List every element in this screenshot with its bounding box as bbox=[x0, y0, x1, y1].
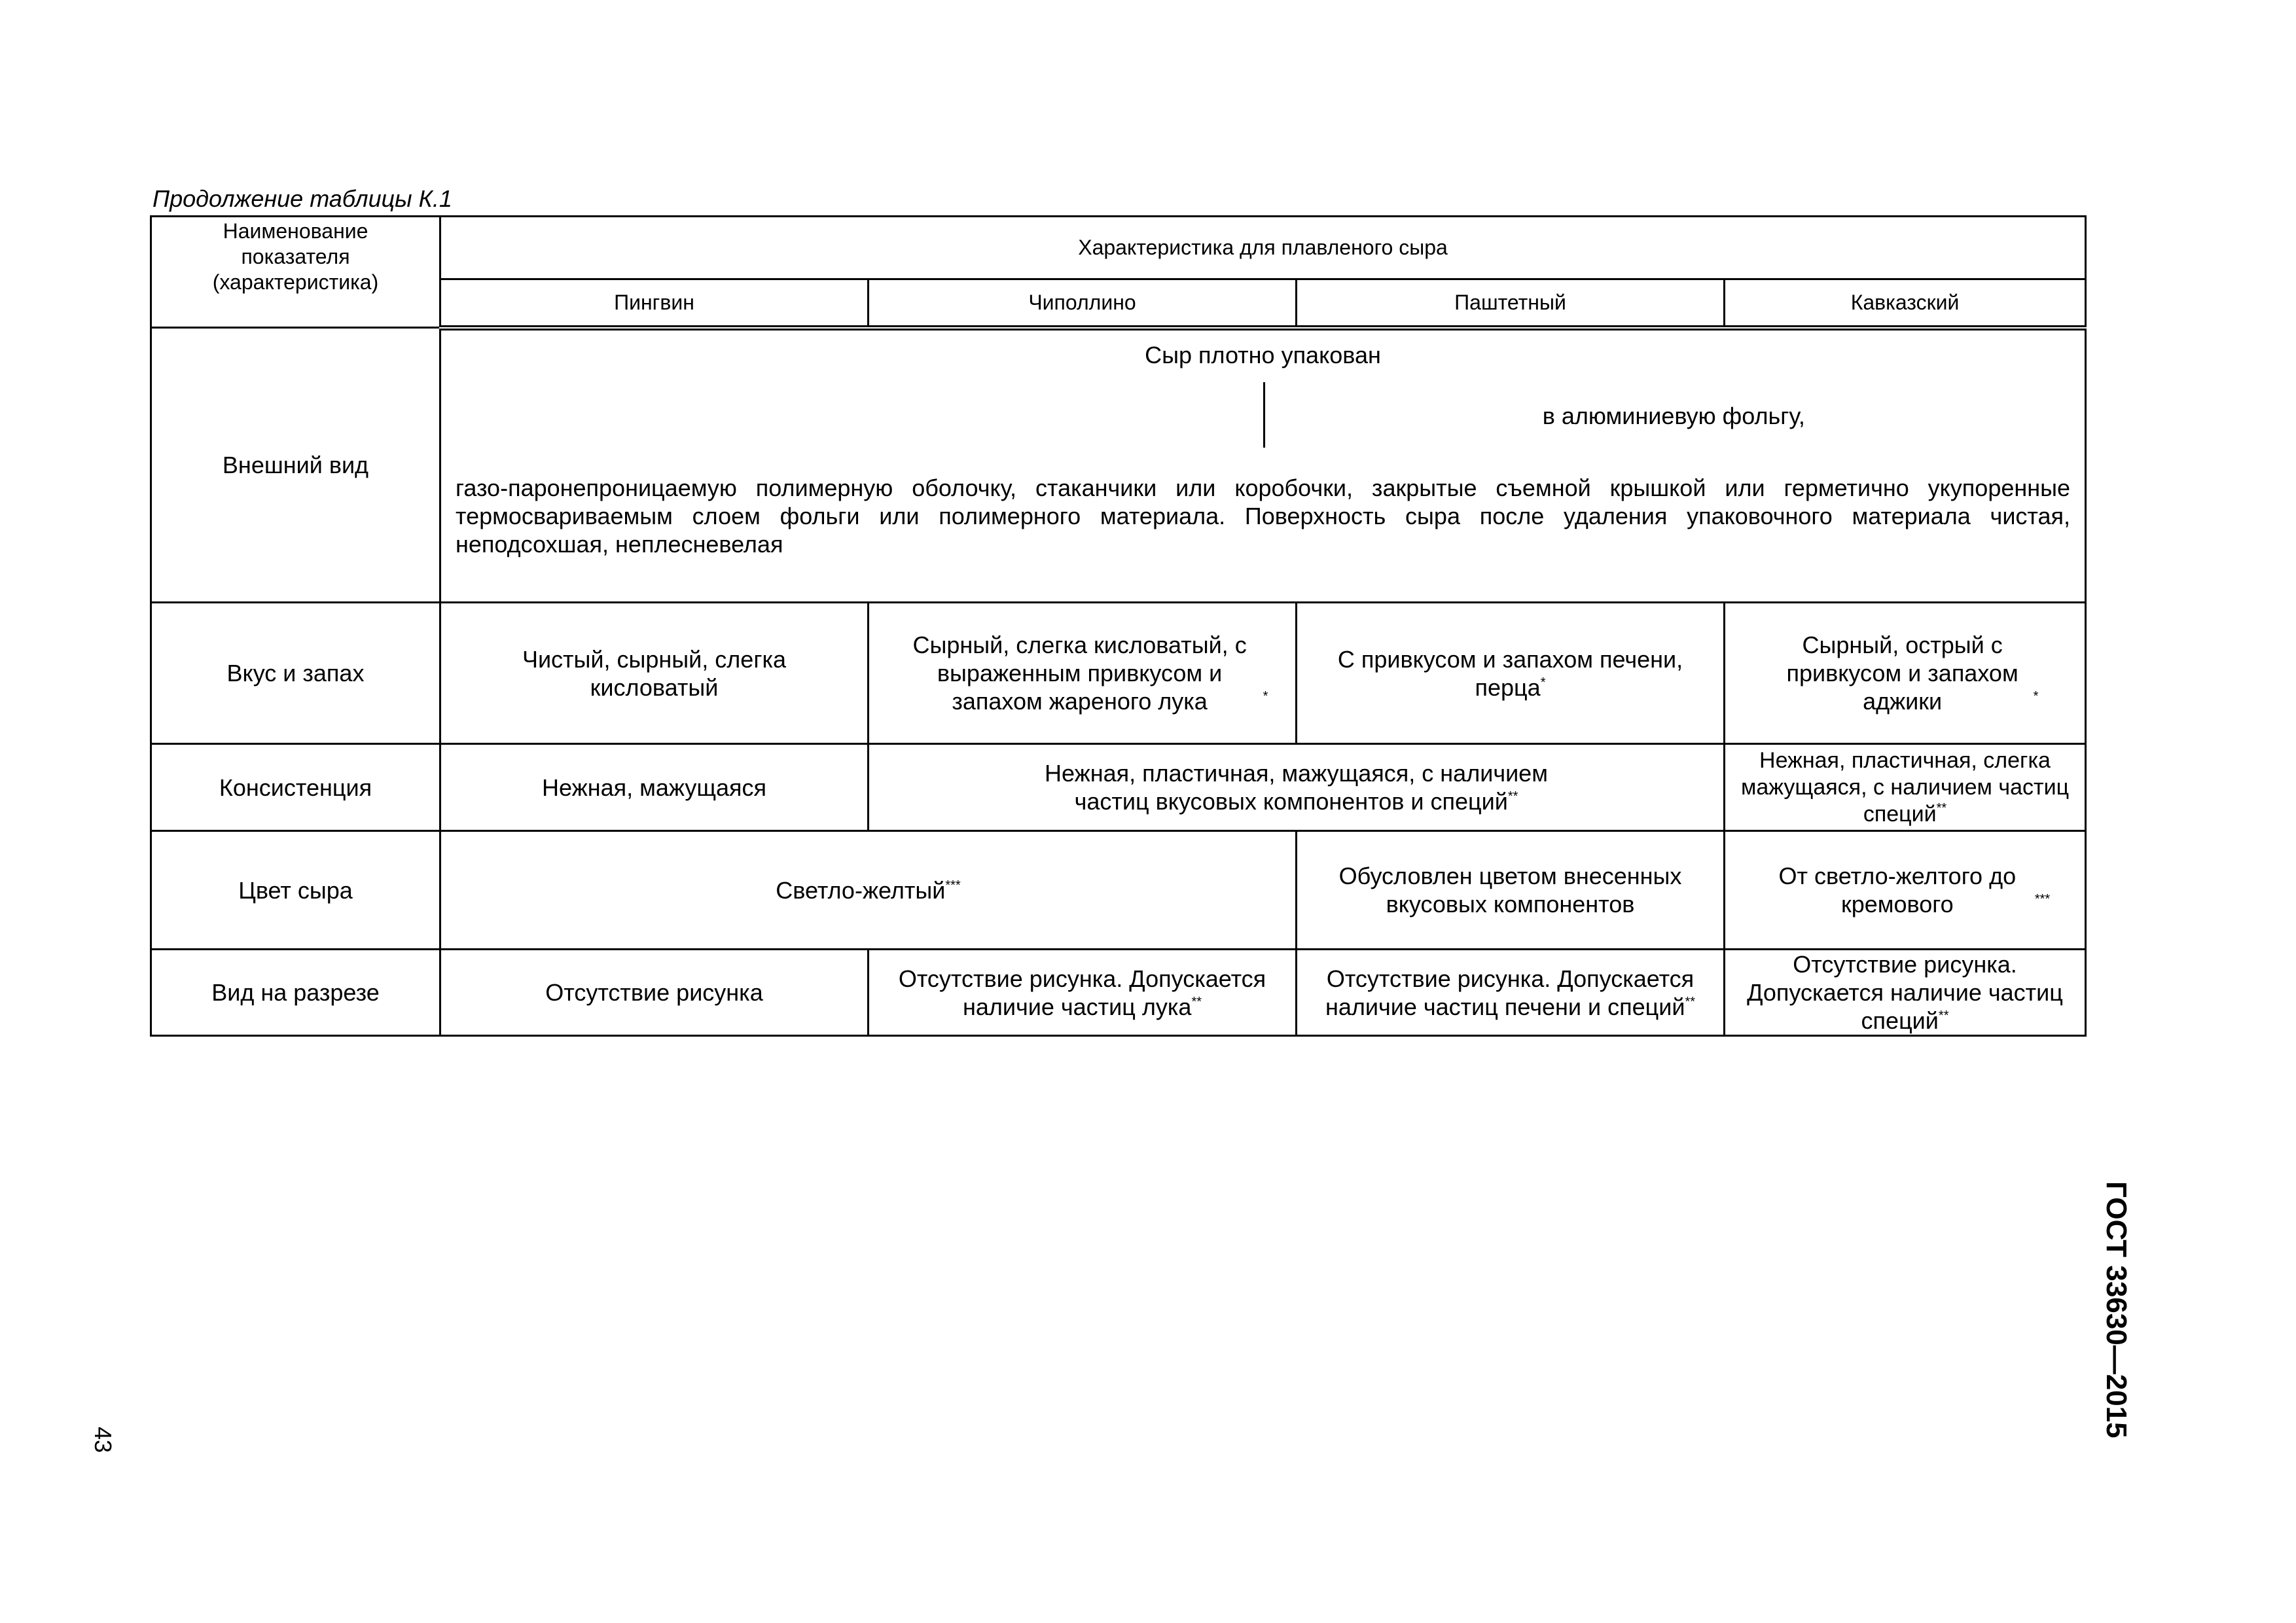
cut-kavkazsky-text: Отсутствие рисунка. Допускается наличие частиц специй bbox=[1747, 951, 2063, 1034]
taste-pashtetny bbox=[1297, 603, 1725, 744]
row-label-cut: Вид на разрезе bbox=[151, 950, 440, 1036]
color-kavkazsky-text: От светло-желтого до кремового bbox=[1778, 863, 2017, 918]
taste-pingvin-text: Чистый, сырный, слегка кисловатый bbox=[522, 645, 787, 701]
row-label-taste: Вкус и запах bbox=[151, 603, 440, 744]
row-label-consistency: Консистенция bbox=[151, 744, 440, 831]
row-label-color: Цвет сыра bbox=[151, 831, 440, 950]
taste-chipollino-mark: * bbox=[1263, 689, 1268, 704]
taste-pingvin bbox=[440, 603, 869, 744]
consistency-line2: частиц вкусовых компонентов и специй bbox=[1074, 788, 1508, 815]
appearance-top: Сыр плотно упакован bbox=[1145, 341, 1381, 368]
header-col-kavkazsky: Кавказский bbox=[1725, 279, 2086, 328]
page-number: 43 bbox=[90, 1427, 117, 1454]
taste-chipollino-text: Сырный, слегка кисловатый, с выраженным привкусом и запахом жареного лука bbox=[912, 632, 1247, 715]
consistency-chipollino-pashtetny bbox=[869, 744, 1725, 831]
header-col-pingvin: Пингвин bbox=[440, 279, 869, 328]
characteristics-table bbox=[150, 215, 2085, 1037]
cut-pashtetny-mark: ** bbox=[1685, 994, 1696, 1009]
cut-pashtetny bbox=[1297, 950, 1725, 1036]
cut-chipollino-text: Отсутствие рисунка. Допускается наличие частиц лука bbox=[898, 965, 1266, 1020]
consistency-mark: ** bbox=[1507, 789, 1518, 804]
header-col-chipollino: Чиполлино bbox=[869, 279, 1297, 328]
taste-pashtetny-mark: * bbox=[1540, 675, 1546, 690]
header-col-pashtetny: Паштетный bbox=[1297, 279, 1725, 328]
taste-pashtetny-text: С привкусом и запахом печени, перца bbox=[1337, 645, 1683, 701]
table-caption: Продолжение таблицы К.1 bbox=[152, 185, 452, 212]
cut-kavkazsky-mark: ** bbox=[1938, 1008, 1949, 1023]
color-kavkazsky-mark: *** bbox=[2034, 892, 2051, 906]
color-pingvin-chipollino bbox=[440, 831, 1297, 950]
cut-chipollino-mark: ** bbox=[1191, 994, 1202, 1009]
color-pashtetny bbox=[1297, 831, 1725, 950]
cut-pashtetny-text: Отсутствие рисунка. Допускается наличие частиц печени и специй bbox=[1325, 965, 1695, 1020]
consistency-kavkazsky-text: Нежная, пластичная, слегка мажущаяся, с наличием частиц специй bbox=[1740, 747, 2070, 827]
consistency-kavkazsky bbox=[1725, 744, 2086, 831]
cut-chipollino bbox=[869, 950, 1297, 1036]
cut-pingvin: Отсутствие рисунка bbox=[440, 950, 869, 1036]
header-group: Характеристика для плавленого сыра bbox=[440, 217, 2086, 279]
header-indicator-text: Наименование показателя (характеристика) bbox=[212, 219, 379, 294]
color-pingvin-chipollino-text: Светло-желтый bbox=[776, 876, 946, 904]
color-pingvin-chipollino-mark: *** bbox=[945, 878, 961, 893]
taste-kavkazsky-mark: * bbox=[2033, 689, 2039, 704]
taste-kavkazsky-text: Сырный, острый с привкусом и запахом аджики bbox=[1786, 632, 2018, 715]
consistency-pingvin: Нежная, мажущаяся bbox=[440, 744, 869, 831]
header-indicator bbox=[151, 217, 440, 328]
taste-chipollino bbox=[869, 603, 1297, 744]
document-code: ГОСТ 33630—2015 bbox=[2100, 1181, 2132, 1438]
cut-kavkazsky bbox=[1725, 950, 2086, 1036]
taste-kavkazsky bbox=[1725, 603, 2086, 744]
appearance-split bbox=[441, 382, 2085, 448]
color-kavkazsky bbox=[1725, 831, 2086, 950]
consistency-kavkazsky-mark: ** bbox=[1936, 800, 1947, 815]
appearance-cell bbox=[440, 328, 2086, 603]
color-pashtetny-text: Обусловлен цветом внесенных вкусовых компонентов bbox=[1338, 863, 1682, 918]
consistency-line1: Нежная, пластичная, мажущаяся, с наличием bbox=[1045, 760, 1548, 787]
appearance-right-part: в алюминиевую фольгу, bbox=[1542, 402, 1805, 429]
appearance-body: газо-паронепроницаемую полимерную оболочку, стаканчики или коробочки, закрытые съемной крышкой или герметично укупоренные термосвариваемым слоем фольги или полимерного материала. Поверхность сыра после удаления упаковочного материала чистая, неподсохшая, неплесневелая bbox=[456, 474, 2071, 558]
row-label-appearance: Внешний вид bbox=[151, 328, 440, 603]
